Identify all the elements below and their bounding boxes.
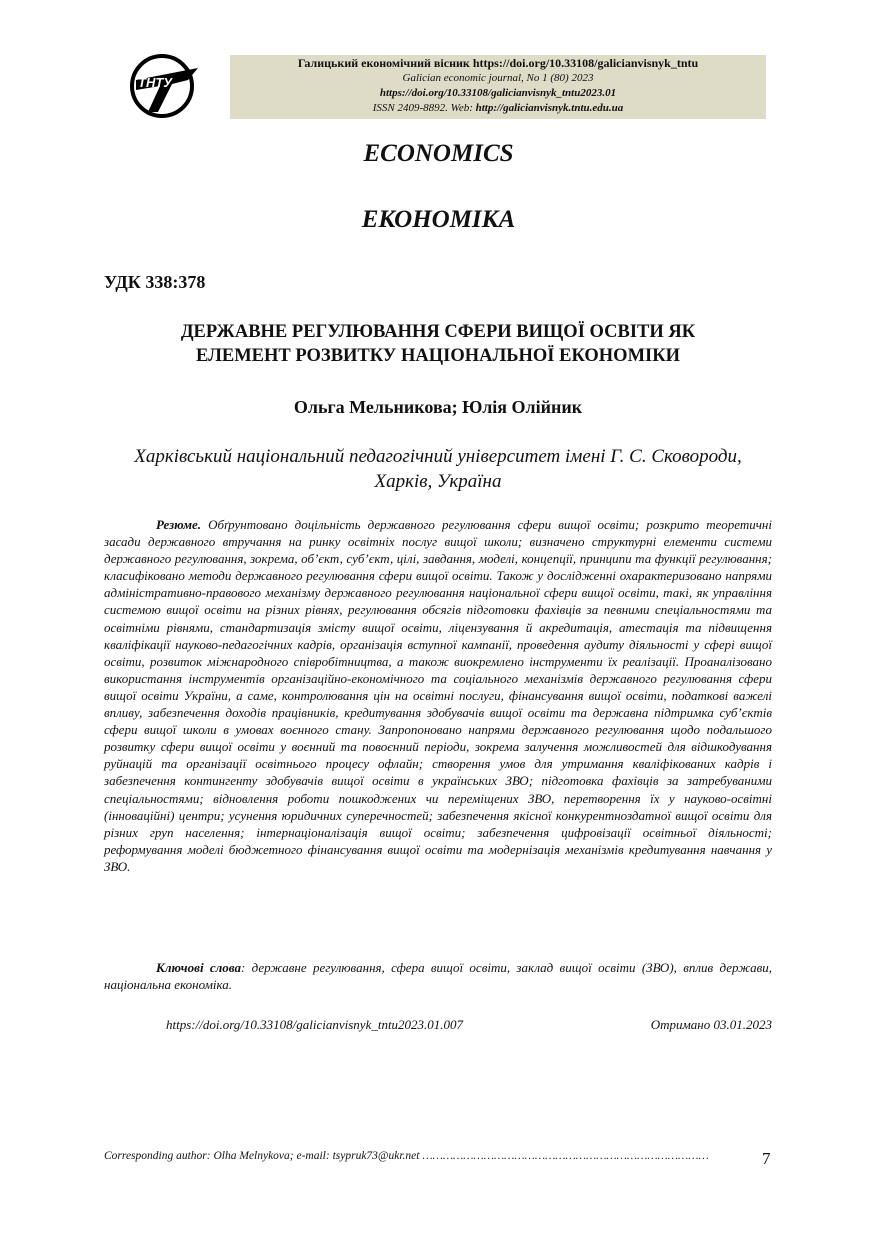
- authors: Ольга Мельникова; Юлія Олійник: [293, 397, 583, 417]
- issn-prefix: ISSN 2409-8892. Web:: [372, 102, 476, 114]
- abstract-text: Обґрунтовано доцільність державного регулювання сфери вищої освіти; розкрито теоретичні засади державного втручання на ринку освітніх послуг вищої школи; визначено структурні елементи системи державного регулювання, зокрема, об’єкт, суб’єкт, цілі, завдання, моделі, концепції, принципи та функції регулювання; класифіковано методи державного регулювання сфери вищої освіти. Також у дослідженні охарактеризовано напрями адміністративно-правового механізму державного регулювання національної сфери вищої освіти, такі, як управління системою вищої освіти на різних рівнях, регулювання обсягів підготовки фахівців за певними спеціальностями та освітніми рівнями, стандартизація змісту вищої освіти, ліцензування й акредитація, атестація та підвищення кваліфікації науково-педагогічних кадрів, організація вступної кампанії, проведення аудиту діяльності у сфері вищої освіти, розвиток міжнародного співробітництва, а також виокремлено інструменти їх реалізації. Проаналізовано використання інструментів організаційно-економічного та соціального механізмів державного регулювання сфери вищої освіти України, а саме, контролювання цін на освітні послуги, фінансування вищої освіти, податкові важелі впливу, забезпечення доходів працівників, кредитування здобувачів вищої освіти та державна підтримка суб’єктів сфери вищої школи в умовах воєнного стану. Запропоновано напрями державного регулювання щодо подальшого розвитку сфери вищої освіти у воєнний та повоєнний періоди, зокрема залучення можливостей для відшкодування руйнацій та організації освітнього процесу офлайн; створення умов для утримання кваліфікованих кадрів і забезпечення контингенту здобувачів вищої освіти в українських ЗВО; підготовка фахівців за затребуваними спеціальностями; відновлення роботи пошкоджених чи переміщених ЗВО, перетворення їх у науково-освітні (інноваційні) центри; усунення юридичних суперечностей; забезпечення якісної конкурентноздатної вищої освіти для різних груп населення; інтернаціоналізація вищої освіти; забезпечення цифровізації освітньої діяльності; реформування моделі бюджетного фінансування вищої освіти та модернізація механізмів кредитування навчання у ЗВО.: [104, 517, 772, 874]
- section-title-en: ECONOMICS: [363, 140, 514, 167]
- abstract-label: Резюме.: [156, 517, 202, 532]
- affiliation-line2: Харків, Україна: [374, 471, 502, 492]
- section-title-uk: ЕКОНОМІКА: [361, 206, 516, 233]
- corresponding-author: Corresponding author: Olha Melnykova; e-mail: tsypruk73@ukr.net: [104, 1150, 420, 1162]
- affiliation: [104, 444, 772, 494]
- journal-web-link[interactable]: http://galicianvisnyk.tntu.edu.ua: [475, 102, 624, 114]
- journal-name-en: Galician economic journal, No 1 (80) 2023: [402, 72, 594, 84]
- footer-dots: …………………………………………………………………………: [419, 1150, 709, 1162]
- keywords: [104, 959, 772, 993]
- keywords-text: : державне регулювання, сфера вищої освіти, заклад вищої освіти (ЗВО), вплив держави, національна економіка.: [104, 960, 772, 993]
- paper-title: [104, 320, 772, 368]
- affiliation-line1: Харківський національний педагогічний університет імені Г. С. Сковороди,: [134, 446, 742, 467]
- udk-code: УДК 338:378: [104, 272, 206, 292]
- logo-text: ТНТУ: [138, 75, 173, 90]
- page-number: 7: [762, 1149, 771, 1168]
- journal-name-uk: Галицький економічний вісник https://doi.org/10.33108/galicianvisnyk_tntu: [297, 56, 699, 70]
- paper-title-line1: ДЕРЖАВНЕ РЕГУЛЮВАННЯ СФЕРИ ВИЩОЇ ОСВІТИ ЯК: [180, 322, 696, 342]
- footer: [104, 1150, 772, 1162]
- received-date: Отримано 03.01.2023: [650, 1017, 772, 1032]
- journal-issue-doi: https://doi.org/10.33108/galicianvisnyk_tntu2023.01: [379, 87, 617, 99]
- article-doi-link[interactable]: https://doi.org/10.33108/galicianvisnyk_tntu2023.01.007: [166, 1017, 464, 1032]
- paper-title-line2: ЕЛЕМЕНТ РОЗВИТКУ НАЦІОНАЛЬНОЇ ЕКОНОМІКИ: [195, 346, 681, 366]
- keywords-label: Ключові слова: [156, 960, 242, 975]
- journal-issn: [230, 101, 766, 116]
- abstract: [104, 516, 772, 875]
- journal-logo: [128, 50, 206, 120]
- journal-header: [230, 55, 766, 119]
